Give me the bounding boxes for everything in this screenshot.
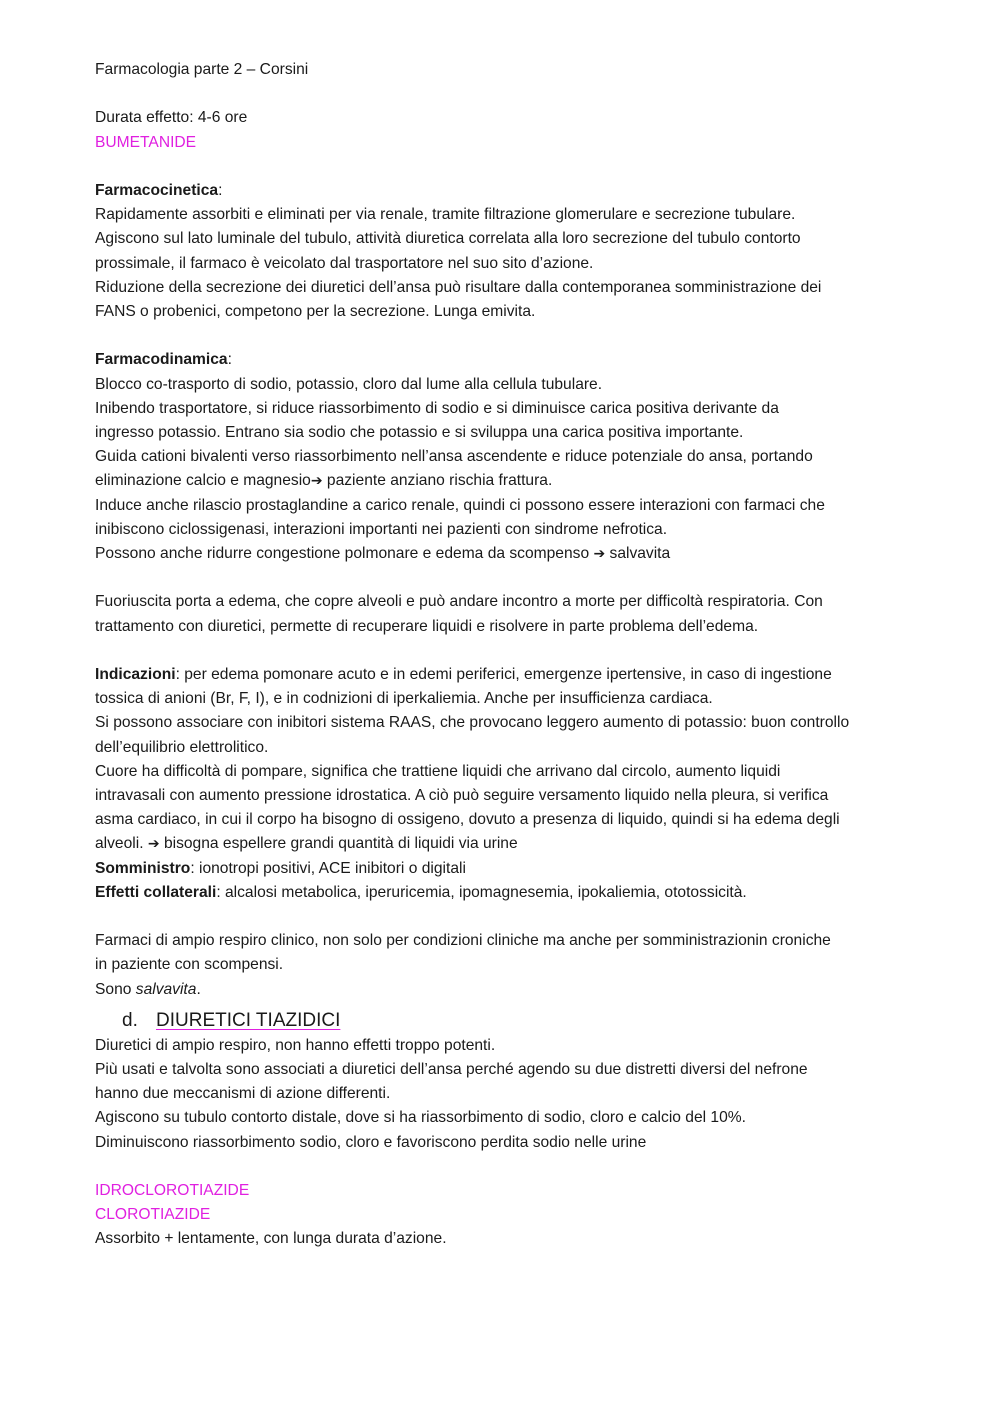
paragraph-line: prossimale, il farmaco è veicolato dal trasportatore nel suo sito d’azione. — [95, 254, 594, 272]
paragraph-line: asma cardiaco, in cui il corpo ha bisogno di ossigeno, dovuto a presenza di liquido, quindi si ha edema degli — [95, 811, 840, 829]
paragraph-line: trattamento con diuretici, permette di recuperare liquidi e risolvere in parte problema dell’edema. — [95, 617, 759, 635]
farmacocinetica-heading: Farmacocinetica: — [95, 181, 223, 199]
paragraph-line: Fuoriuscita porta a edema, che copre alveoli e può andare incontro a morte per difficoltà respiratoria. Con — [95, 593, 823, 611]
sono-line: Sono salvavita. — [95, 980, 201, 998]
paragraph-line: inibiscono ciclossigenasi, interazioni importanti nei pazienti con sindrome nefrotica. — [95, 520, 668, 538]
paragraph-line: Induce anche rilascio prostaglandine a carico renale, quindi ci possono essere interazioni con farmaci che — [95, 496, 825, 514]
section-number: d. — [122, 1009, 138, 1031]
paragraph-line: Guida cationi bivalenti verso riassorbimento nell’ansa ascendente e riduce potenziale do ansa, portando — [95, 448, 813, 466]
drug-name-bumetanide: BUMETANIDE — [95, 133, 197, 151]
effetti-heading: Effetti collaterali — [95, 883, 217, 901]
paragraph-line: alveoli. ➔ bisogna espellere grandi quantità di liquidi via urine — [95, 835, 518, 853]
indicazioni-heading: Indicazioni — [95, 666, 176, 683]
indicazioni-line: Indicazioni: per edema pomonare acuto e in edemi periferici, emergenze ipertensive, in caso di ingestione — [95, 666, 832, 683]
somministro-line: Somministro: ionotropi positivi, ACE inibitori o digitali — [95, 859, 466, 877]
paragraph-line: hanno due meccanismi di azione differenti. — [95, 1085, 391, 1103]
effetti-line: Effetti collaterali: alcalosi metabolica, iperuricemia, ipomagnesemia, ipokaliemia, ototossicità. — [95, 883, 747, 901]
paragraph-line: tossica di anioni (Br, F, I), e in codnizioni di iperkaliemia. Anche per insufficienza cardiaca. — [95, 690, 713, 708]
arrow-right-icon: ➔ — [593, 546, 606, 563]
paragraph-line: Inibendo trasportatore, si riduce riassorbimento di sodio e si diminuisce carica positiva derivante da — [95, 399, 779, 417]
paragraph-line: Blocco co-trasporto di sodio, potassio, cloro dal lume alla cellula tubulare. — [95, 375, 603, 393]
paragraph-line: Diuretici di ampio respiro, non hanno effetti troppo potenti. — [95, 1036, 496, 1054]
durata-text: Durata effetto: 4-6 ore — [95, 109, 248, 127]
paragraph-line: intravasali con aumento pressione idrostatica. A ciò può seguire versamento liquido nella pleura, si verifica — [95, 787, 829, 805]
paragraph-line: Rapidamente assorbiti e eliminati per via renale, tramite filtrazione glomerulare e secrezione tubulare. — [95, 206, 796, 224]
paragraph-line: ingresso potassio. Entrano sia sodio che potassio e si sviluppa una carica positiva importante. — [95, 424, 744, 441]
section-heading-d — [95, 1008, 915, 1034]
page-header: Farmacologia parte 2 – Corsini — [95, 61, 309, 78]
paragraph-line: Diminuiscono riassorbimento sodio, cloro e favoriscono perdita sodio nelle urine — [95, 1133, 647, 1151]
paragraph-line: Più usati e talvolta sono associati a diuretici dell’ansa perché agendo su due distretti diversi del nefrone — [95, 1061, 808, 1079]
document-page — [95, 58, 915, 1252]
farmacodinamica-heading: Farmacodinamica: — [95, 351, 232, 369]
somministro-heading: Somministro — [95, 859, 191, 877]
paragraph-line: Farmaci di ampio respiro clinico, non solo per condizioni cliniche ma anche per somministrazionin croniche — [95, 932, 831, 950]
drug-name-idroclorotiazide: IDROCLOROTIAZIDE — [95, 1182, 250, 1200]
paragraph-line: Si possono associare con inibitori sistema RAAS, che provocano leggero aumento di potassio: buon controllo — [95, 714, 850, 732]
arrow-right-icon: ➔ — [147, 836, 160, 853]
paragraph-line: in paziente con scompensi. — [95, 956, 284, 974]
paragraph-line: dell’equilibrio elettrolitico. — [95, 738, 269, 756]
paragraph-line: Possono anche ridurre congestione polmonare e edema da scompenso ➔ salvavita — [95, 545, 671, 563]
paragraph-line: Assorbito + lentamente, con lunga durata d’azione. — [95, 1230, 447, 1248]
paragraph-line: Riduzione della secrezione dei diuretici dell’ansa può risultare dalla contemporanea somministrazione dei — [95, 278, 822, 296]
paragraph-line: FANS o probenici, competono per la secrezione. Lunga emivita. — [95, 303, 536, 320]
paragraph-line: Cuore ha difficoltà di pompare, significa che trattiene liquidi che arrivano dal circolo, aumento liquidi — [95, 762, 781, 780]
arrow-right-icon: ➔ — [310, 473, 323, 490]
paragraph-line: Agiscono sul lato luminale del tubulo, attività diuretica correlata alla loro secrezione del tubulo contorto — [95, 230, 801, 248]
paragraph-line: Agiscono su tubulo contorto distale, dove si ha riassorbimento di sodio, cloro e calcio del 10%. — [95, 1109, 746, 1127]
drug-name-clorotiazide: CLOROTIAZIDE — [95, 1206, 211, 1224]
section-title: DIURETICI TIAZIDICI — [156, 1009, 341, 1031]
paragraph-line: eliminazione calcio e magnesio➔ paziente anziano rischia frattura. — [95, 472, 553, 490]
